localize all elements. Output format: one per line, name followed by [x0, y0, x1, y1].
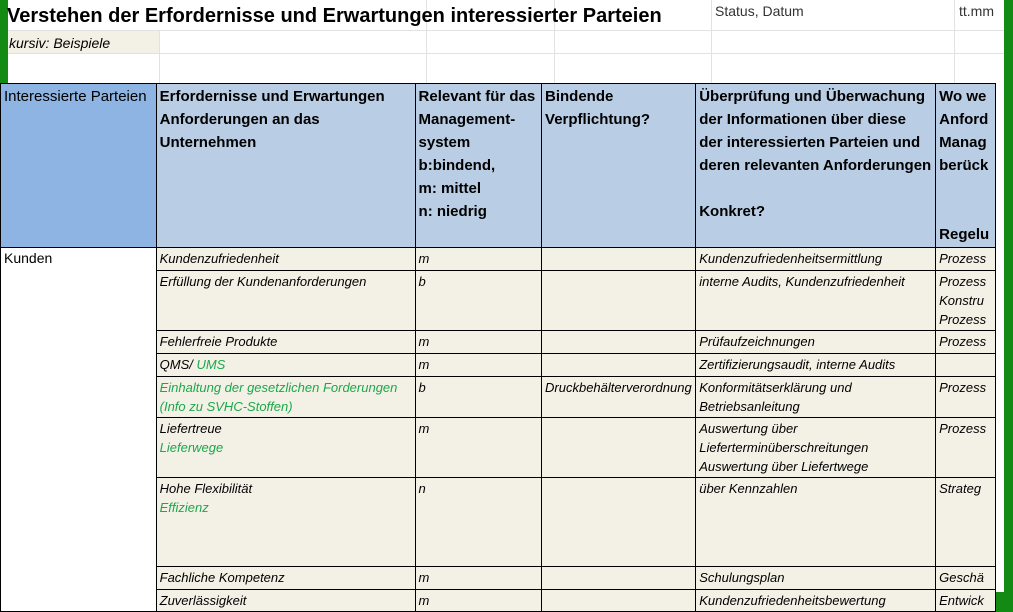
header-line: Konkret?	[699, 203, 766, 220]
header-line: Verpflichtung?	[545, 111, 651, 128]
monitoring-cell[interactable]	[696, 478, 936, 567]
where-cell[interactable]	[936, 478, 996, 567]
monitoring-text: interne Audits, Kundenzufriedenheit	[699, 274, 905, 289]
monitoring-cell[interactable]	[696, 590, 936, 612]
header-monitoring[interactable]	[696, 84, 936, 248]
obligation-cell[interactable]	[542, 567, 696, 590]
gridline	[711, 0, 712, 83]
gridline	[954, 0, 955, 83]
requirement-text: Lieferwege	[159, 440, 224, 455]
obligation-cell[interactable]	[542, 590, 696, 612]
requirement-text: Fehlerfreie Produkte	[159, 334, 278, 349]
header-line: der Informationen über diese	[699, 111, 906, 128]
relevance-cell[interactable]: m	[415, 354, 541, 377]
sheet-title[interactable]: Verstehen der Erfordernisse und Erwartungen interessierter Parteien	[7, 5, 662, 27]
header-requirements[interactable]	[156, 84, 415, 248]
where-cell[interactable]	[936, 590, 996, 612]
header-line: Erfordernisse und Erwartungen	[159, 88, 385, 105]
requirement-text: Zuverlässigkeit	[159, 593, 247, 608]
obligation-cell[interactable]	[542, 418, 696, 478]
header-line: system	[418, 134, 471, 151]
monitoring-text: Schulungsplan	[699, 570, 785, 585]
requirement-cell[interactable]	[156, 331, 415, 354]
where-cell[interactable]	[936, 331, 996, 354]
header-line: m: mittel	[418, 180, 482, 197]
relevance-cell[interactable]: m	[415, 567, 541, 590]
header-line: deren relevanten Anforderungen	[699, 157, 932, 174]
relevance-cell[interactable]: m	[415, 248, 541, 271]
status-date-value[interactable]: tt.mm	[959, 3, 994, 19]
header-line: b:bindend,	[418, 157, 496, 174]
requirement-text: Effizienz	[159, 500, 209, 515]
spreadsheet-area	[4, 0, 1004, 608]
where-text: Prozess	[939, 274, 987, 289]
monitoring-text: Lieferterminüberschreitungen	[699, 440, 869, 455]
requirement-cell[interactable]	[156, 590, 415, 612]
table-row	[1, 248, 996, 271]
where-text: Geschä	[939, 570, 984, 585]
header-line: Management-	[418, 111, 516, 128]
obligation-cell[interactable]	[542, 478, 696, 567]
interested-party-cell[interactable]	[1, 248, 157, 612]
gridline	[8, 53, 1004, 54]
monitoring-text: Prüfaufzeichnungen	[699, 334, 815, 349]
requirement-cell[interactable]	[156, 478, 415, 567]
relevance-cell[interactable]: n	[415, 478, 541, 567]
where-text: Prozess	[939, 334, 987, 349]
monitoring-cell[interactable]	[696, 248, 936, 271]
monitoring-cell[interactable]	[696, 567, 936, 590]
monitoring-cell[interactable]	[696, 331, 936, 354]
requirement-text: Liefertreue	[159, 421, 222, 436]
header-interested-parties[interactable]	[1, 84, 157, 248]
where-cell[interactable]	[936, 248, 996, 271]
requirement-cell[interactable]	[156, 271, 415, 331]
header-line: n: niedrig	[418, 203, 487, 220]
header-line	[939, 200, 992, 223]
requirement-text: QMS/ UMS	[159, 357, 226, 372]
where-text: Prozess	[939, 251, 987, 266]
header-where[interactable]	[936, 84, 996, 248]
header-relevance[interactable]	[415, 84, 541, 248]
monitoring-text: Kundenzufriedenheitsbewertung	[699, 593, 886, 608]
monitoring-text: Konformitätserklärung und	[699, 380, 852, 395]
header-line: berück	[939, 157, 989, 174]
obligation-cell[interactable]	[542, 331, 696, 354]
relevance-cell[interactable]: b	[415, 377, 541, 418]
where-cell[interactable]	[936, 418, 996, 478]
header-line	[699, 177, 932, 200]
where-cell[interactable]	[936, 354, 996, 377]
monitoring-text: Kundenzufriedenheitsermittlung	[699, 251, 883, 266]
relevance-cell[interactable]: b	[415, 271, 541, 331]
header-line: Anforderungen an das Unternehmen	[159, 111, 320, 151]
monitoring-cell[interactable]	[696, 271, 936, 331]
header-line: Regelu	[939, 226, 990, 243]
status-date-label[interactable]: Status, Datum	[715, 3, 804, 19]
monitoring-cell[interactable]	[696, 354, 936, 377]
monitoring-text: Auswertung über	[699, 421, 798, 436]
gridline	[159, 30, 160, 83]
requirement-text: Hohe Flexibilität	[159, 481, 253, 496]
where-text: Prozess	[939, 312, 987, 327]
header-line: Manag	[939, 134, 987, 151]
where-cell[interactable]	[936, 377, 996, 418]
relevance-cell[interactable]: m	[415, 418, 541, 478]
header-row	[1, 84, 996, 248]
obligation-cell[interactable]	[542, 271, 696, 331]
obligation-cell[interactable]	[542, 248, 696, 271]
requirement-cell[interactable]	[156, 354, 415, 377]
where-cell[interactable]	[936, 271, 996, 331]
requirement-text: (Info zu SVHC-Stoffen)	[159, 399, 293, 414]
monitoring-text: Zertifizierungsaudit, interne Audits	[699, 357, 896, 372]
header-line: Überprüfung und Überwachung	[699, 88, 926, 105]
monitoring-text: über Kennzahlen	[699, 481, 798, 496]
requirement-text: Erfüllung der Kundenanforderungen	[159, 274, 367, 289]
where-cell[interactable]	[936, 567, 996, 590]
requirement-text: Kundenzufriedenheit	[159, 251, 279, 266]
header-line	[939, 177, 992, 200]
header-line: Anford	[939, 111, 989, 128]
monitoring-text: Auswertung über Liefertwege	[699, 459, 869, 474]
relevance-cell[interactable]: m	[415, 590, 541, 612]
requirements-table	[0, 83, 996, 612]
party-label: Kunden	[4, 250, 53, 266]
requirement-text: Einhaltung der gesetzlichen Forderungen	[159, 380, 398, 395]
requirement-text: Fachliche Kompetenz	[159, 570, 285, 585]
header-line: Bindende	[545, 88, 614, 105]
where-text: Prozess	[939, 380, 987, 395]
requirement-cell[interactable]	[156, 248, 415, 271]
header-line: Relevant für das	[418, 88, 536, 105]
monitoring-text: Betriebsanleitung	[699, 399, 800, 414]
header-line: Wo we	[939, 88, 987, 105]
header-line: der interessierten Parteien und	[699, 134, 921, 151]
obligation-cell[interactable]: Druckbehälterverordnung	[542, 377, 696, 418]
relevance-cell[interactable]: m	[415, 331, 541, 354]
requirement-cell[interactable]	[156, 418, 415, 478]
monitoring-cell[interactable]	[696, 377, 936, 418]
requirement-cell[interactable]	[156, 567, 415, 590]
where-text: Strateg	[939, 481, 982, 496]
obligation-cell[interactable]	[542, 354, 696, 377]
header-obligation[interactable]	[542, 84, 696, 248]
monitoring-cell[interactable]	[696, 418, 936, 478]
where-text: Prozess	[939, 421, 987, 436]
where-text: Konstru	[939, 293, 984, 308]
where-text: Entwick	[939, 593, 984, 608]
requirement-cell[interactable]	[156, 377, 415, 418]
hint-cell[interactable]: kursiv: Beispiele	[8, 31, 159, 53]
header-text: Interessierte Parteien	[4, 88, 147, 105]
